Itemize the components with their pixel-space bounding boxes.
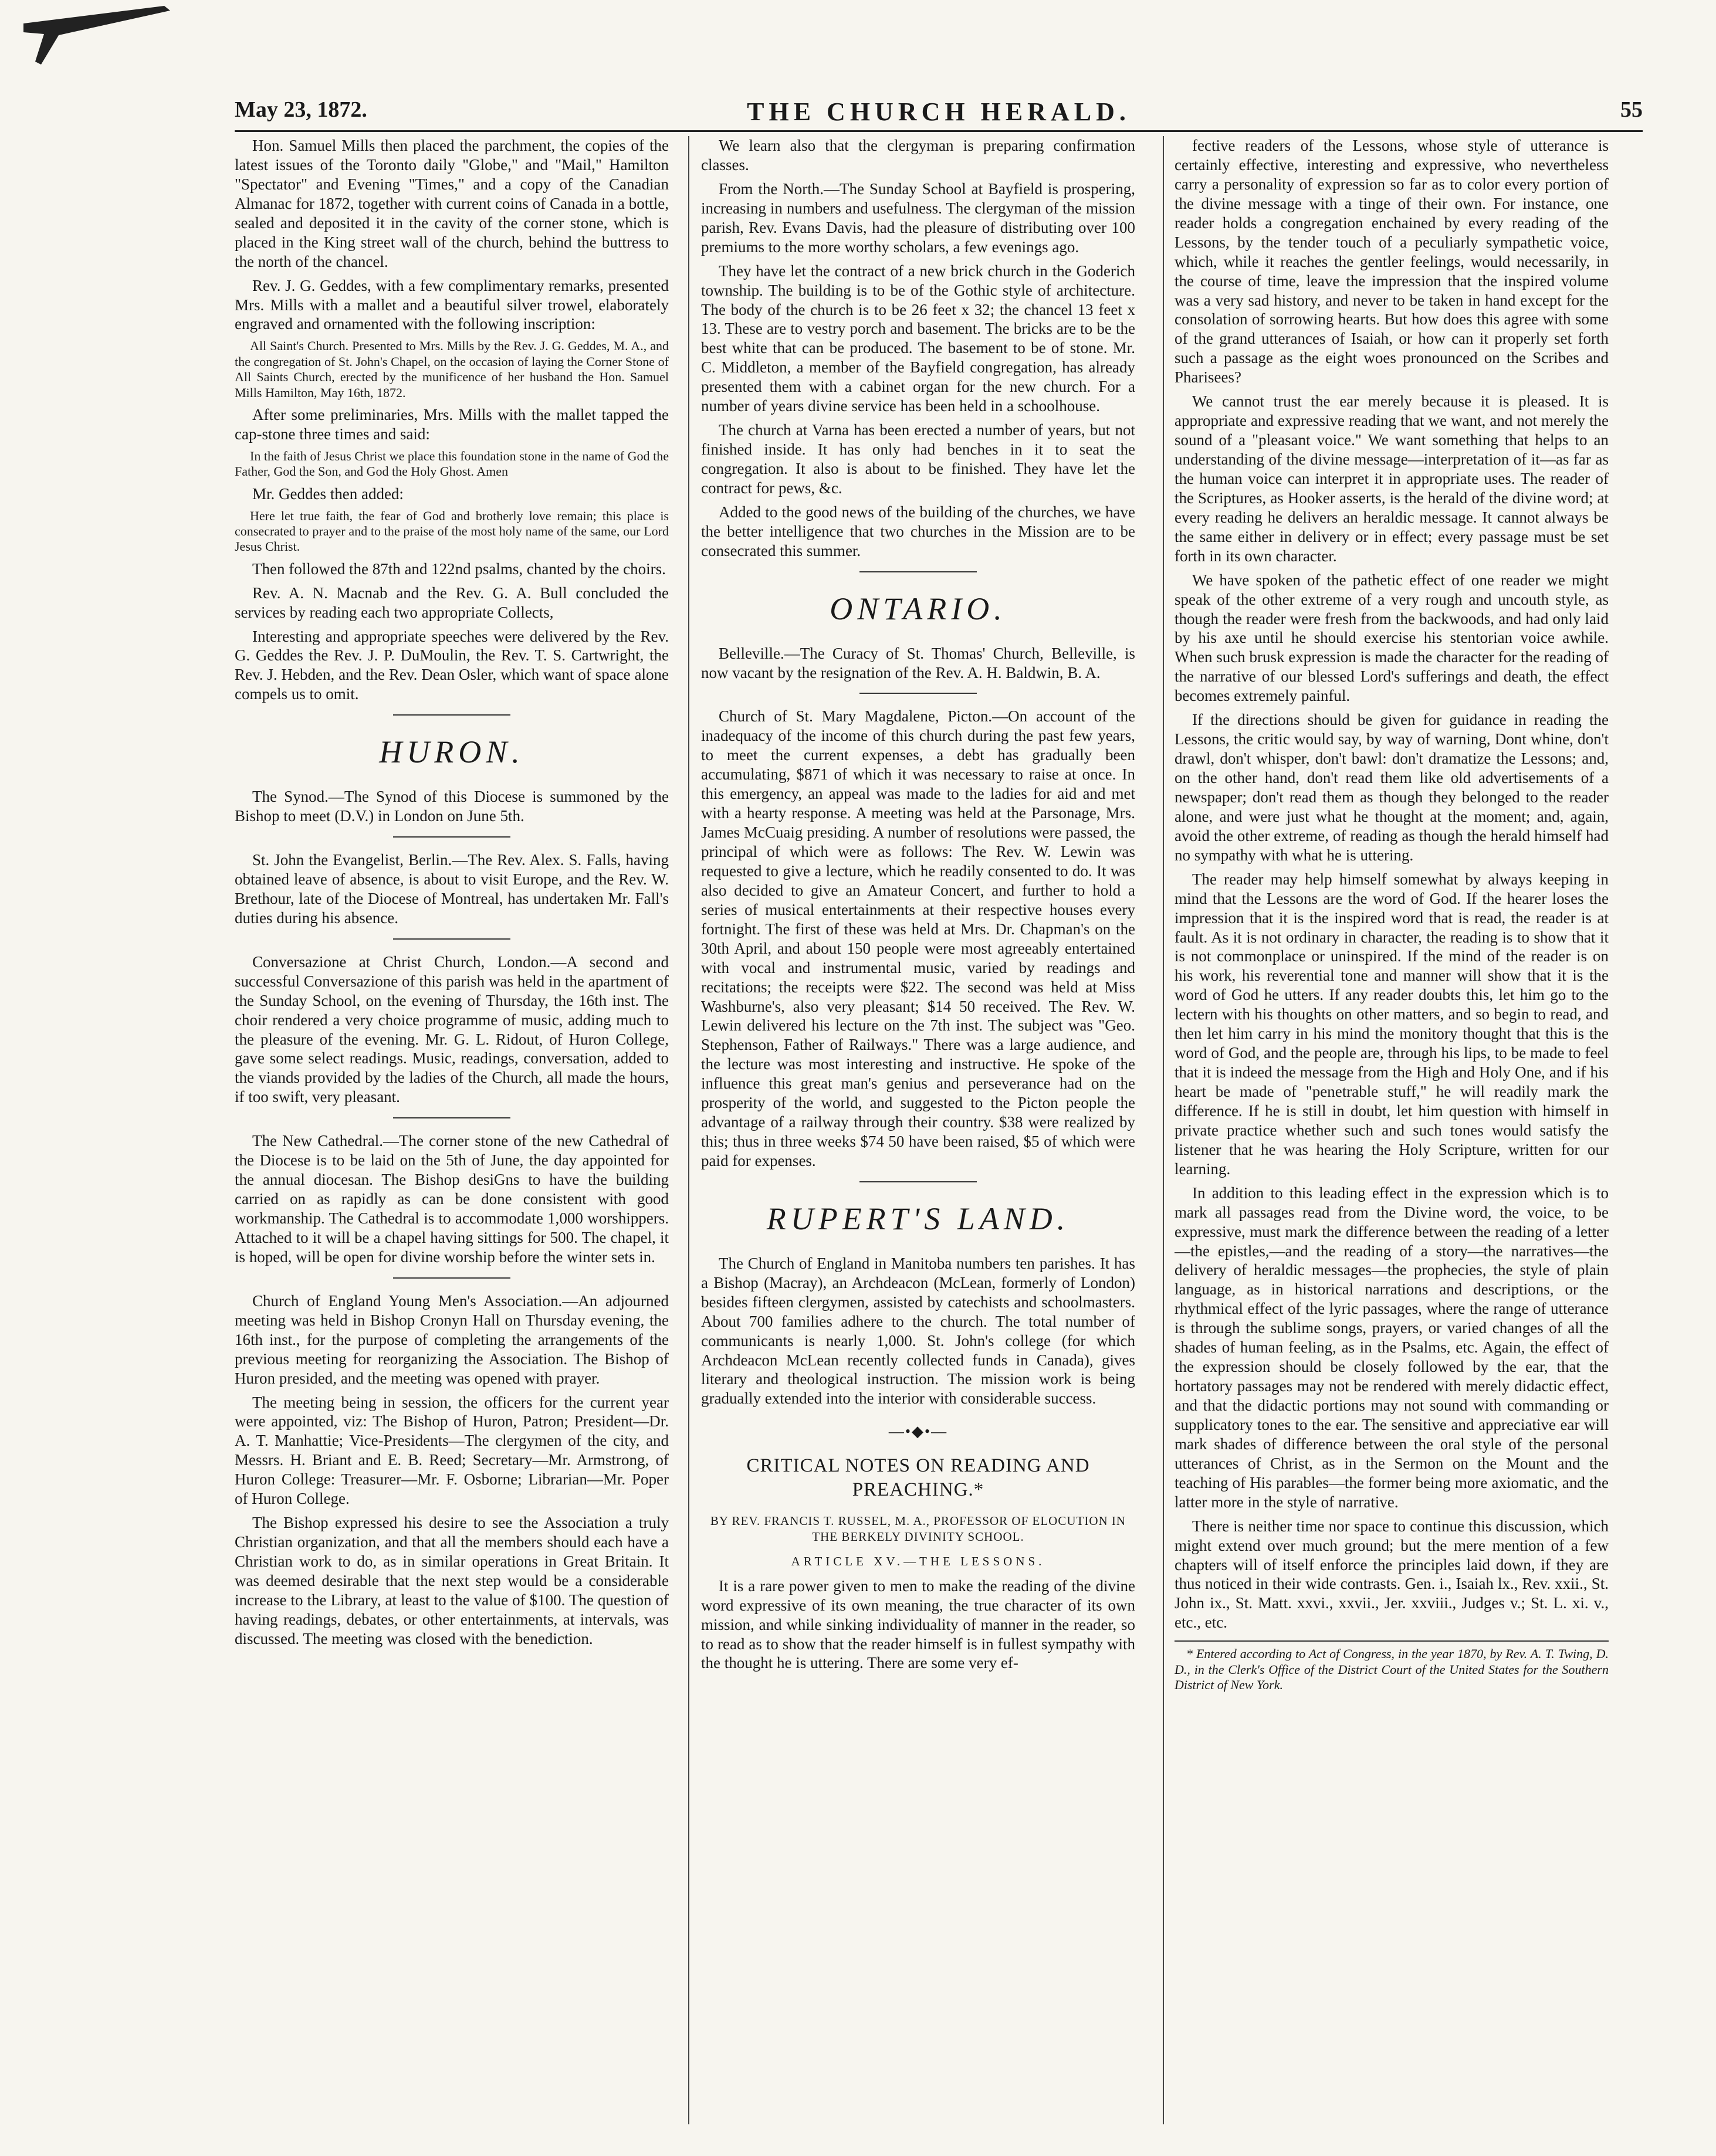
column-3 bbox=[1175, 136, 1609, 2130]
paragraph: Mr. Geddes then added: bbox=[252, 484, 404, 503]
paragraph: The meeting being in session, the officers for the current year were appointed, viz: The Bishop of Huron, Patron; President—Dr. A. T. Manhattie; Vice-Presidents—The clergymen of the city, and Messrs. H. Briant and E. B. Reed; Secretary—Mr. Armstrong, of Huron College: Treasurer—Mr. F. Osborne; Librarian—Mr. Poper of Huron College. bbox=[235, 1393, 669, 1508]
paragraph: Rev. J. G. Geddes, with a few complimentary remarks, presented Mrs. Mills with a mallet and a beautiful silver trowel, elaborately engraved and ornamented with the following inscription: bbox=[235, 276, 669, 333]
section-title-ruperts-land: RUPERT'S LAND. bbox=[766, 1201, 1070, 1236]
paragraph: Added to the good news of the building of the churches, we have the better intelligence that two churches in the Mission are to be consecrated this summer. bbox=[701, 503, 1135, 560]
article-subheading: ARTICLE XV.—THE LESSONS. bbox=[791, 1554, 1045, 1569]
paragraph: The reader may help himself somewhat by always keeping in mind that the Lessons are the word of God. If the hearer loses the impression that it is the inspired word that is read, the reader is at fault. As it is not ordinary in character, the reading is to show that it is not commonplace or uninspired. If the mind of the reader is on his work, his reverential tone and manner will show that it is the word of God he utters. If any reader doubts this, let him go to the lectern with his thoughts on other matters, and so begin to read, and then let him carry in his mind the monitory thought that this is the word of God, and the people are, through his lips, to be made to feel that it is indeed the message from the High and Holy One, and if his heart be made of "penetrable stuff," he will readily mark the difference. If he is still in doubt, let him question with himself in private practice whether such and such tones would satisfy the listener that he was hearing the Holy Scripture, written for our learning. bbox=[1175, 870, 1609, 1178]
column-divider bbox=[1163, 136, 1164, 2124]
column-1 bbox=[235, 136, 669, 2130]
article-ymca: Church of England Young Men's Association.—An adjourned meeting was held in Bishop Cronyn Hall on Thursday evening, the 16th inst., for the purpose of completing the arrangements of the previous meeting for reorganizing the Association. The Bishop of Huron presided, and the meeting was opened with prayer. bbox=[235, 1291, 669, 1387]
issue-date: May 23, 1872. bbox=[235, 97, 367, 122]
article-cathedral: The New Cathedral.—The corner stone of the new Cathedral of the Diocese is to be laid on the 5th of June, the day appointed for the annual diocesan. The Bishop desiGns to have the building carried on as rapidly as can be done consistent with good workmanship. The Cathedral is to accommodate 1,000 worshippers. Attached to it will be a chapel having sittings for 500. The chapel, it is hoped, will be open for divine worship before the winter sets in. bbox=[235, 1132, 669, 1266]
column-divider bbox=[688, 136, 689, 2124]
footnote: * Entered according to Act of Congress, in the year 1870, by Rev. A. T. Twing, D. D., in the Clerk's Office of the District Court of the United States for the Southern District of New York. bbox=[1175, 1640, 1609, 1693]
article-rule bbox=[393, 1117, 510, 1118]
article-berlin: St. John the Evangelist, Berlin.—The Rev. Alex. S. Falls, having obtained leave of absence, is about to visit Europe, and the Rev. W. Brethour, late of the Diocese of Montreal, has undertaken Mr. Fall's duties during his absence. bbox=[235, 851, 669, 927]
paragraph: There is neither time nor space to continue this discussion, which might extend over much ground; but the mere mention of a few chapters will of itself enforce the principles laid down, if they are thus noticed in their wide contrasts. Gen. i., Isaiah lx., Rev. xxii., St. John ix., St. Matt. xxvi., xxvii., Jer. xxviii., Judges v.; St. L. xi. v., etc., etc. bbox=[1175, 1517, 1609, 1632]
article-rule bbox=[393, 938, 510, 940]
paragraph: fective readers of the Lessons, whose style of utterance is certainly effective, interesting and expressive, who nevertheless carry a personality of expression so far as to color every portion of the divine message with a tinge of their own. For instance, one reader holds a congregation enchained by every reading of the Lessons, by the tender touch of a peculiarly sympathetic voice, which, while it reaches the gentler feelings, would necessarily, in the course of time, leave the impression that the inspired volume was a very sad history, and never to be taken in hand except for the consolation of sorrowing hearts. But how does this agree with some of the grand utterances of Isaiah, or how can it properly set forth such a passage as the eight woes pronounced on the Scribes and Pharisees? bbox=[1175, 137, 1609, 387]
page-header bbox=[235, 97, 1643, 132]
section-title-ontario: ONTARIO. bbox=[830, 591, 1007, 626]
inscription: All Saint's Church. Presented to Mrs. Mills by the Rev. J. G. Geddes, M. A., and the congregation of St. John's Chapel, on the occasion of laying the Corner Stone of All Saints Church, erected by the munificence of her husband the Hon. Samuel Mills Hamilton, May 16th, 1872. bbox=[235, 338, 669, 400]
article-picton: Church of St. Mary Magdalene, Picton.—On account of the inadequacy of the income of this church during the past few years, to meet the current expenses, a debt has gradually been accumulating, $871 of which it was necessary to raise at once. In this emergency, an appeal was made to the ladies for aid and met with a hearty response. A meeting was held at the Parsonage, Mrs. James McCuaig presiding. A number of resolutions were passed, the principal of which were as follows: The Rev. W. Lewin was requested to give a lecture, which he readily consented to do. It was also decided to give an Amateur Concert, and further to hold a series of musical entertainments at their respective houses every fortnight. The first of these was held at Mrs. Dr. Chapman's on the 30th April, and about 150 people were most agreeably entertained with vocal and instrumental music, varied by readings and recitations; the receipts were $22. The second was held at Miss Washburne's, also very pleasant; $14 50 received. The Rev. W. Lewin delivered his lecture on the 7th inst. The subject was "Geo. Stephenson, Father of Railways." There was a large audience, and the lecture was most interesting and instructive. He spoke of the influence this great man's genius and perseverance had on the prosperity of the world, and suggested to the Picton people the advantage of a railway through their country. $38 were realized by this; thus in three weeks $74 50 have been raised, $5 of which were paid for expenses. bbox=[701, 707, 1135, 1169]
header-rule bbox=[235, 130, 1643, 132]
paragraph: They have let the contract of a new brick church in the Goderich township. The building is to be of the Gothic style of architecture. The body of the church is to be 26 feet x 32; the chancel 13 feet x 13. These are to vestry porch and basement. The bricks are to be the best white that can be produced. The basement to be of stone. Mr. C. Middleton, a member of the Bayfield congregation, has already presented them with a cabinet organ for the new church. For a number of years divine service has been held in a schoolhouse. bbox=[701, 262, 1135, 415]
article-conversazione: Conversazione at Christ Church, London.—A second and successful Conversazione of this parish was held in the apartment of the Sunday School, on the evening of Thursday, the 16th inst. The choir rendered a very choice programme of music, adding much to the pleasure of the evening. Mr. G. L. Ridout, of Huron College, gave some select readings. Music, readings, conversation, added to the viands provided by the ladies of the Church, all made the hours, if too swift, very pleasant. bbox=[235, 952, 669, 1106]
paragraph: We cannot trust the ear merely because it is pleased. It is appropriate and expressive reading that we want, and not merely the sound of a "pleasant voice." We want something that helps to an understanding of the divine message—interpretation of it—as far as the human voice can interpret it in appropriate uses. The reader of the Scriptures, as Hooker asserts, is the herald of the divine word; at every reading he delivers an heraldic message. It cannot always be the same either in delivery or in effect; every passage must be set forth in its own character. bbox=[1175, 392, 1609, 565]
paragraph: Hon. Samuel Mills then placed the parchment, the copies of the latest issues of the Toronto daily "Globe," and "Mail," Hamilton "Spectator" and Evening "Times," and a copy of the Canadian Almanac for 1872, together with current coins of Canada in a bottle, sealed and deposited it in the cavity of the corner stone, which is placed in the King street wall of the church, behind the buttress to the north of the chancel. bbox=[235, 137, 669, 270]
quotation: Here let true faith, the fear of God and brotherly love remain; this place is consecrated to prayer and to the praise of the most holy name of the same, our Lord Jesus Christ. bbox=[235, 508, 669, 554]
ink-smudge-mark bbox=[23, 0, 176, 76]
article-byline: BY REV. FRANCIS T. RUSSEL, M. A., PROFESSOR OF ELOCUTION IN THE BERKELY DIVINITY SCHOOL. bbox=[710, 1513, 1126, 1544]
paragraph: After some preliminaries, Mrs. Mills with the mallet tapped the cap-stone three times and said: bbox=[235, 405, 669, 443]
paragraph: We learn also that the clergyman is preparing confirmation classes. bbox=[701, 137, 1135, 174]
paragraph: Interesting and appropriate speeches were delivered by the Rev. G. Geddes the Rev. J. P. DuMoulin, the Rev. T. S. Cartwright, the Rev. J. Hebden, and the Rev. Dean Osler, which want of space alone compels us to omit. bbox=[235, 627, 669, 703]
paragraph: We have spoken of the pathetic effect of one reader we might speak of the other extreme of a very rough and uncouth style, as though the reader were fresh from the backwoods, and had only laid by his axe until he should exercise his stentorian voice awhile. When such brusk expression is made the character for the reading of the narrative of our blessed Lord's sufferings and death, the effect becomes extremely painful. bbox=[1175, 571, 1609, 705]
section-rule bbox=[859, 1181, 977, 1182]
paragraph: Rev. A. N. Macnab and the Rev. G. A. Bull concluded the services by reading each two appropriate Collects, bbox=[235, 584, 669, 621]
section-rule bbox=[393, 714, 510, 716]
paragraph: The Bishop expressed his desire to see the Association a truly Christian organization, and that all the members should each have a Christian work to do, as in similar operations in Great Britain. It was deemed desirable that the next step would be a considerable increase to the Library, at least to the value of $100. The question of having readings, debates, or other entertainments, at intervals, was discussed. The meeting was closed with the benediction. bbox=[235, 1514, 669, 1647]
article-rule bbox=[859, 693, 977, 694]
article-manitoba: The Church of England in Manitoba numbers ten parishes. It has a Bishop (Macray), an Archdeacon (McLean, formerly of London) besides fifteen clergymen, assisted by catechists and schoolmasters. About 700 families adhere to the church. The total number of communicants is nearly 1,000. St. John's college (for which Archdeacon McLean recently collected funds in Canada), gives literary and theological instruction. The mission work is being gradually extended into the interior with considerable success. bbox=[701, 1254, 1135, 1408]
section-rule bbox=[859, 571, 977, 572]
article-title-critical-notes: CRITICAL NOTES ON READING AND PREACHING.* bbox=[746, 1455, 1090, 1501]
masthead-title: THE CHURCH HERALD. bbox=[747, 97, 1131, 126]
ornamental-divider: —•◆•— bbox=[888, 1423, 948, 1440]
column-2 bbox=[701, 136, 1135, 2130]
paragraph: It is a rare power given to men to make the reading of the divine word expressive of its own meaning, the true character of its own mission, and while sinking individuality of manner in the reader, so to read as to show that the reader himself is in fullest sympathy with the thought he is uttering. There are some very ef- bbox=[701, 1577, 1135, 1672]
article-north: From the North.—The Sunday School at Bayfield is prospering, increasing in numbers and usefulness. The clergyman of the mission parish, Rev. Evans Davis, had the pleasure of distributing over 100 premiums to the more worthy scholars, a few evenings ago. bbox=[701, 179, 1135, 256]
article-synod: The Synod.—The Synod of this Diocese is summoned by the Bishop to meet (D.V.) in London on June 5th. bbox=[235, 788, 669, 825]
paragraph: Then followed the 87th and 122nd psalms, chanted by the choirs. bbox=[252, 560, 666, 578]
paragraph: The church at Varna has been erected a number of years, but not finished inside. It has only had benches in it to seat the congregation. It also is about to be finished. They have let the contract for pews, &c. bbox=[701, 421, 1135, 497]
article-rule bbox=[393, 1277, 510, 1279]
paragraph: In addition to this leading effect in the expression which is to mark all passages read from the Divine word, the voice, to be expressive, must mark the difference between the reading of a letter—the epistles,—and the reading of a story—the narratives—the delivery of heraldic messages—the prophecies, the style of plain language, as in historical narrations and descriptions, or the rhythmical effect of the lyric passages, where the range of utterance is through the sublime songs, prayers, or varied changes of all the shades of human feeling, as in the Psalms, etc. Again, the effect of the expression should be closely followed by the ear, that the hortatory passages may not be rendered with merely didactic effect, and that the didactic portions may not sound with commanding or supplicatory tones to the ear. The sensitive and appreciative ear will mark shades of difference between the oral style of the personal utterances of Christ, as in the Sermon on the Mount and the teaching of His parables—the former being more axiomatic, and the latter more in the style of narrative. bbox=[1175, 1184, 1609, 1511]
section-title-huron: HURON. bbox=[379, 734, 524, 770]
paragraph: If the directions should be given for guidance in reading the Lessons, the critic would say, by way of warning, Dont whine, don't drawl, don't whisper, don't bawl: don't dramatize the Lessons; and, on the other hand, don't read them like old advertisements of a newspaper; don't read them as though they belonged to the reader alone, and were just what he thought at the moment; and, again, avoid the other extreme, of reading as though the herald himself had no sympathy with what he is uttering. bbox=[1175, 711, 1609, 864]
article-belleville: Belleville.—The Curacy of St. Thomas' Church, Belleville, is now vacant by the resignation of the Rev. A. H. Baldwin, B. A. bbox=[701, 644, 1135, 682]
page-number: 55 bbox=[1620, 97, 1643, 122]
quotation: In the faith of Jesus Christ we place this foundation stone in the name of God the Father, God the Son, and God the Holy Ghost. Amen bbox=[235, 448, 669, 479]
article-rule bbox=[393, 836, 510, 838]
